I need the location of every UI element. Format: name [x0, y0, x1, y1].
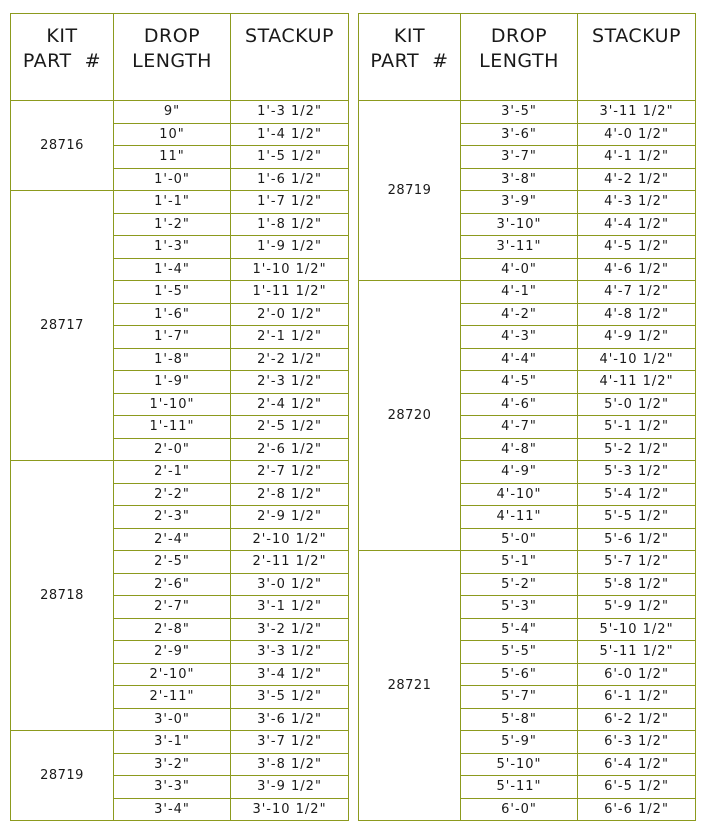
- drop-length-cell: 4'-3": [461, 326, 578, 349]
- kit-header-line2: PART #: [370, 50, 449, 72]
- drop-header-line1: DROP: [143, 25, 201, 47]
- drop-length-cell: 1'-7": [114, 326, 231, 349]
- drop-length-cell: 2'-3": [114, 506, 231, 529]
- stackup-cell: 2'-2 1/2": [231, 348, 349, 371]
- drop-length-cell: 5'-0": [461, 528, 578, 551]
- drop-length-cell: 3'-6": [461, 123, 578, 146]
- stackup-cell: 5'-3 1/2": [578, 461, 696, 484]
- stackup-cell: 5'-1 1/2": [578, 416, 696, 439]
- stackup-cell: 2'-0 1/2": [231, 303, 349, 326]
- drop-length-cell: 4'-10": [461, 483, 578, 506]
- stackup-cell: 3'-11 1/2": [578, 101, 696, 124]
- drop-length-cell: 4'-9": [461, 461, 578, 484]
- stackup-cell: 6'-3 1/2": [578, 731, 696, 754]
- drop-length-cell: 1'-10": [114, 393, 231, 416]
- stackup-cell: 3'-6 1/2": [231, 708, 349, 731]
- stackup-cell: 4'-2 1/2": [578, 168, 696, 191]
- drop-length-cell: 2'-11": [114, 686, 231, 709]
- stackup-cell: 3'-10 1/2": [231, 798, 349, 821]
- stackup-cell: 2'-8 1/2": [231, 483, 349, 506]
- drop-length-cell: 3'-7": [461, 146, 578, 169]
- drop-length-cell: 3'-4": [114, 798, 231, 821]
- drop-length-cell: 2'-9": [114, 641, 231, 664]
- stackup-cell: 4'-6 1/2": [578, 258, 696, 281]
- stackup-cell: 1'-7 1/2": [231, 191, 349, 214]
- stackup-cell: 3'-5 1/2": [231, 686, 349, 709]
- drop-length-cell: 1'-1": [114, 191, 231, 214]
- drop-length-cell: 10": [114, 123, 231, 146]
- drop-length-cell: 4'-5": [461, 371, 578, 394]
- drop-length-cell: 4'-8": [461, 438, 578, 461]
- stackup-cell: 5'-6 1/2": [578, 528, 696, 551]
- stackup-cell: 4'-8 1/2": [578, 303, 696, 326]
- stackup-cell: 4'-11 1/2": [578, 371, 696, 394]
- kit-header-line2: PART #: [22, 50, 102, 72]
- stackup-cell: 5'-11 1/2": [578, 641, 696, 664]
- stackup-cell: 3'-3 1/2": [231, 641, 349, 664]
- stackup-cell: 5'-9 1/2": [578, 596, 696, 619]
- table-row: [11, 101, 349, 124]
- stackup-cell: 1'-8 1/2": [231, 213, 349, 236]
- drop-length-cell: 6'-0": [461, 798, 578, 821]
- stackup-cell: 5'-0 1/2": [578, 393, 696, 416]
- stackup-cell: 2'-10 1/2": [231, 528, 349, 551]
- stackup-cell: 2'-3 1/2": [231, 371, 349, 394]
- stackup-header-label: STACKUP: [592, 25, 681, 47]
- stackup-cell: 3'-0 1/2": [231, 573, 349, 596]
- drop-length-cell: 4'-4": [461, 348, 578, 371]
- drop-length-cell: 1'-0": [114, 168, 231, 191]
- header-row: [359, 14, 696, 101]
- drop-length-cell: 5'-4": [461, 618, 578, 641]
- drop-length-cell: 4'-1": [461, 281, 578, 304]
- drop-length-cell: 5'-7": [461, 686, 578, 709]
- table-row: [11, 731, 349, 754]
- stackup-cell: 2'-5 1/2": [231, 416, 349, 439]
- stackup-cell: 4'-5 1/2": [578, 236, 696, 259]
- drop-length-cell: 3'-2": [114, 753, 231, 776]
- stackup-cell: 1'-10 1/2": [231, 258, 349, 281]
- stackup-header-label: STACKUP: [245, 25, 334, 47]
- drop-length-cell: 3'-11": [461, 236, 578, 259]
- header-row: [11, 14, 349, 101]
- stackup-cell: 6'-1 1/2": [578, 686, 696, 709]
- stackup-cell: 3'-7 1/2": [231, 731, 349, 754]
- stackup-cell: 4'-0 1/2": [578, 123, 696, 146]
- stackup-cell: 1'-4 1/2": [231, 123, 349, 146]
- stackup-cell: 5'-10 1/2": [578, 618, 696, 641]
- drop-length-cell: 1'-5": [114, 281, 231, 304]
- stackup-header: [578, 14, 696, 101]
- drop-header-line1: DROP: [490, 25, 548, 47]
- stackup-cell: 3'-4 1/2": [231, 663, 349, 686]
- stackup-cell: 3'-1 1/2": [231, 596, 349, 619]
- kit-table-right: [358, 13, 696, 821]
- drop-length-cell: 5'-10": [461, 753, 578, 776]
- drop-length-cell: 2'-4": [114, 528, 231, 551]
- drop-length-cell: 5'-1": [461, 551, 578, 574]
- stackup-cell: 6'-6 1/2": [578, 798, 696, 821]
- drop-length-cell: 4'-11": [461, 506, 578, 529]
- drop-length-cell: 3'-1": [114, 731, 231, 754]
- drop-length-cell: 3'-8": [461, 168, 578, 191]
- kit-part-number: 28717: [11, 191, 114, 461]
- table-row: [11, 461, 349, 484]
- drop-length-header: [114, 14, 231, 101]
- stackup-cell: 2'-7 1/2": [231, 461, 349, 484]
- drop-length-cell: 4'-2": [461, 303, 578, 326]
- stackup-cell: 3'-9 1/2": [231, 776, 349, 799]
- drop-length-cell: 2'-7": [114, 596, 231, 619]
- drop-length-cell: 2'-10": [114, 663, 231, 686]
- stackup-cell: 4'-4 1/2": [578, 213, 696, 236]
- drop-length-cell: 3'-3": [114, 776, 231, 799]
- stackup-cell: 2'-11 1/2": [231, 551, 349, 574]
- stackup-cell: 5'-7 1/2": [578, 551, 696, 574]
- stackup-cell: 4'-7 1/2": [578, 281, 696, 304]
- table-row: [359, 101, 696, 124]
- drop-header-line2: LENGTH: [132, 50, 212, 72]
- drop-length-cell: 2'-6": [114, 573, 231, 596]
- stackup-cell: 2'-6 1/2": [231, 438, 349, 461]
- stackup-cell: 2'-1 1/2": [231, 326, 349, 349]
- kit-header-line1: KIT: [46, 25, 78, 47]
- stackup-cell: 6'-0 1/2": [578, 663, 696, 686]
- drop-length-cell: 11": [114, 146, 231, 169]
- stackup-cell: 5'-8 1/2": [578, 573, 696, 596]
- stackup-cell: 5'-2 1/2": [578, 438, 696, 461]
- kit-part-number: 28719: [11, 731, 114, 821]
- drop-length-cell: 5'-6": [461, 663, 578, 686]
- drop-length-cell: 4'-7": [461, 416, 578, 439]
- stackup-cell: 2'-4 1/2": [231, 393, 349, 416]
- drop-length-cell: 1'-11": [114, 416, 231, 439]
- table-row: [359, 551, 696, 574]
- drop-length-cell: 5'-8": [461, 708, 578, 731]
- drop-length-cell: 1'-3": [114, 236, 231, 259]
- table-row: [11, 191, 349, 214]
- stackup-cell: 1'-9 1/2": [231, 236, 349, 259]
- drop-length-cell: 4'-6": [461, 393, 578, 416]
- drop-length-cell: 2'-5": [114, 551, 231, 574]
- kit-header-line1: KIT: [393, 25, 426, 47]
- drop-length-cell: 2'-1": [114, 461, 231, 484]
- stackup-header: [231, 14, 349, 101]
- stackup-cell: 1'-11 1/2": [231, 281, 349, 304]
- drop-length-cell: 5'-11": [461, 776, 578, 799]
- drop-length-cell: 3'-5": [461, 101, 578, 124]
- kit-part-number: 28716: [11, 101, 114, 191]
- stackup-cell: 4'-9 1/2": [578, 326, 696, 349]
- drop-header-line2: LENGTH: [479, 50, 559, 72]
- kit-part-header: [11, 14, 114, 101]
- stackup-cell: 6'-4 1/2": [578, 753, 696, 776]
- drop-length-cell: 9": [114, 101, 231, 124]
- stackup-cell: 5'-4 1/2": [578, 483, 696, 506]
- drop-length-cell: 5'-9": [461, 731, 578, 754]
- drop-length-cell: 2'-2": [114, 483, 231, 506]
- kit-table-left: [10, 13, 349, 821]
- drop-length-cell: 2'-8": [114, 618, 231, 641]
- drop-length-cell: 2'-0": [114, 438, 231, 461]
- kit-part-number: 28719: [359, 101, 461, 281]
- drop-length-cell: 1'-9": [114, 371, 231, 394]
- stackup-cell: 4'-10 1/2": [578, 348, 696, 371]
- drop-length-cell: 3'-9": [461, 191, 578, 214]
- kit-part-number: 28718: [11, 461, 114, 731]
- drop-length-cell: 1'-2": [114, 213, 231, 236]
- drop-length-cell: 5'-3": [461, 596, 578, 619]
- drop-length-cell: 3'-10": [461, 213, 578, 236]
- stackup-cell: 5'-5 1/2": [578, 506, 696, 529]
- stackup-cell: 4'-3 1/2": [578, 191, 696, 214]
- drop-length-cell: 4'-0": [461, 258, 578, 281]
- stackup-cell: 2'-9 1/2": [231, 506, 349, 529]
- stackup-cell: 1'-5 1/2": [231, 146, 349, 169]
- stackup-cell: 4'-1 1/2": [578, 146, 696, 169]
- kit-part-number: 28721: [359, 551, 461, 821]
- drop-length-cell: 5'-2": [461, 573, 578, 596]
- stackup-cell: 3'-8 1/2": [231, 753, 349, 776]
- table-row: [359, 281, 696, 304]
- stackup-cell: 1'-6 1/2": [231, 168, 349, 191]
- drop-length-header: [461, 14, 578, 101]
- stackup-cell: 1'-3 1/2": [231, 101, 349, 124]
- kit-part-header: [359, 14, 461, 101]
- drop-length-cell: 1'-4": [114, 258, 231, 281]
- drop-length-cell: 5'-5": [461, 641, 578, 664]
- drop-length-cell: 1'-6": [114, 303, 231, 326]
- kit-part-number: 28720: [359, 281, 461, 551]
- drop-length-cell: 3'-0": [114, 708, 231, 731]
- drop-length-cell: 1'-8": [114, 348, 231, 371]
- stackup-cell: 6'-5 1/2": [578, 776, 696, 799]
- stackup-cell: 6'-2 1/2": [578, 708, 696, 731]
- stackup-cell: 3'-2 1/2": [231, 618, 349, 641]
